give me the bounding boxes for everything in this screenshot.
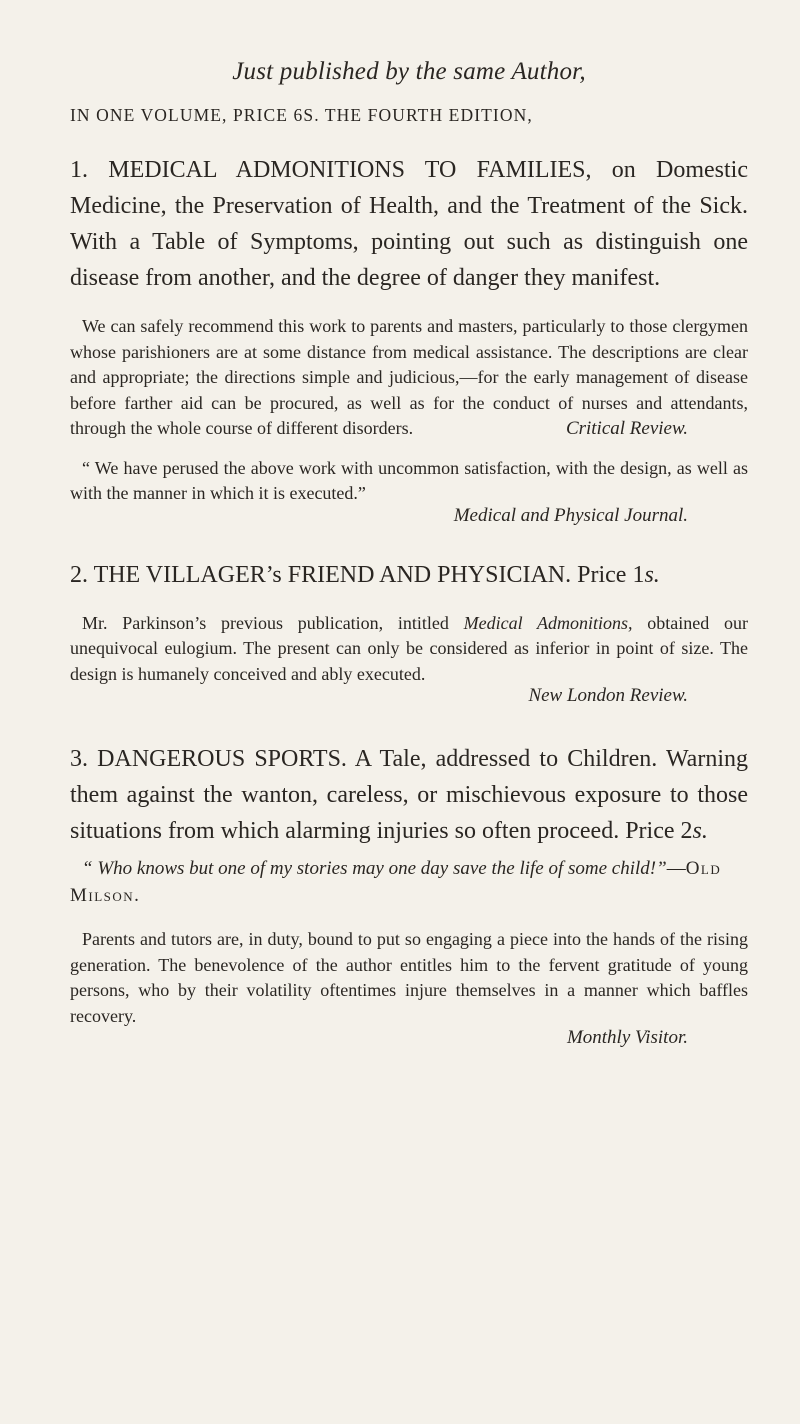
entry-description: A Tale, addressed to Children. Warning them against the wanton, careless, or mischievous exposure to those situations from which alarming injuries so often proceed. xyxy=(70,746,748,844)
price-unit: s. xyxy=(644,561,660,588)
entry-villagers-friend xyxy=(70,557,748,708)
motto-quote xyxy=(70,855,748,909)
review-italic-title: Medical Admonitions, xyxy=(463,612,633,633)
entry-title-caps: MEDICAL ADMONITIONS TO FAMILIES, xyxy=(108,157,592,183)
review-source: Monthly Visitor. xyxy=(566,1027,688,1048)
price-label: Price 1 xyxy=(577,561,645,588)
motto-author: Old Milson. xyxy=(70,858,722,906)
review-source: Critical Review. xyxy=(565,418,688,439)
review-rest: obtained our unequivocal eulogium. The present can only be considered as inferior in point of size. The design is humanely conceived and ably executed. xyxy=(70,612,748,684)
entry-medical-admonitions xyxy=(70,152,748,527)
motto-text: “ Who knows but one of my stories may one day save the life of some child!” xyxy=(82,858,667,879)
entry-title xyxy=(70,741,748,849)
review-medical-journal: “ We have perused the above work with uncommon satisfaction, with the design, as well as with the manner in which it is executed.” xyxy=(70,457,748,503)
review-critical xyxy=(70,314,748,442)
entry-number: 1. xyxy=(70,157,88,183)
review-text: We can safely recommend this work to parents and masters, particularly to those clergymen whose parishioners are at some distance from medical assistance. The descriptions are clear and appropriate; the directions simple and judicious,—for the early management of disease before farther aid can be procured, as well as for the conduct of nurses and attendants, through the whole course of different disorders. xyxy=(70,316,748,438)
motto-dash: — xyxy=(666,858,686,879)
page-heading: Just published by the same Author, xyxy=(232,58,586,85)
price-unit: s. xyxy=(692,818,708,844)
price-label: Price 2 xyxy=(625,818,693,844)
review-new-london xyxy=(70,611,748,688)
edition-line: IN ONE VOLUME, PRICE 6S. THE FOURTH EDITION, xyxy=(70,105,533,125)
entry-title-text: 3. DANGEROUS SPORTS. xyxy=(70,746,347,772)
review-source: New London Review. xyxy=(528,685,688,706)
review-intro: Mr. Parkinson’s previous publication, intitled xyxy=(82,612,449,633)
entry-dangerous-sports xyxy=(70,741,748,1049)
entry-title-text: 2. THE VILLAGER’s FRIEND AND PHYSICIAN. xyxy=(70,561,572,588)
entry-description: on Domestic Medicine, the Preservation of Health, and the Treatment of the Sick. With a Table of Symptoms, pointing out such as distinguish one disease from another, and the degree of danger they manifest. xyxy=(70,157,749,291)
entry-title xyxy=(70,557,748,593)
review-monthly-visitor: Parents and tutors are, in duty, bound to put so engaging a piece into the hands of the rising generation. The benevolence of the author entitles him to the fervent gratitude of young persons, who by their volatility oftentimes injure themselves in a manner which baffles recovery. xyxy=(70,929,748,1026)
review-source: Medical and Physical Journal. xyxy=(453,504,688,526)
entry-title xyxy=(70,152,748,296)
